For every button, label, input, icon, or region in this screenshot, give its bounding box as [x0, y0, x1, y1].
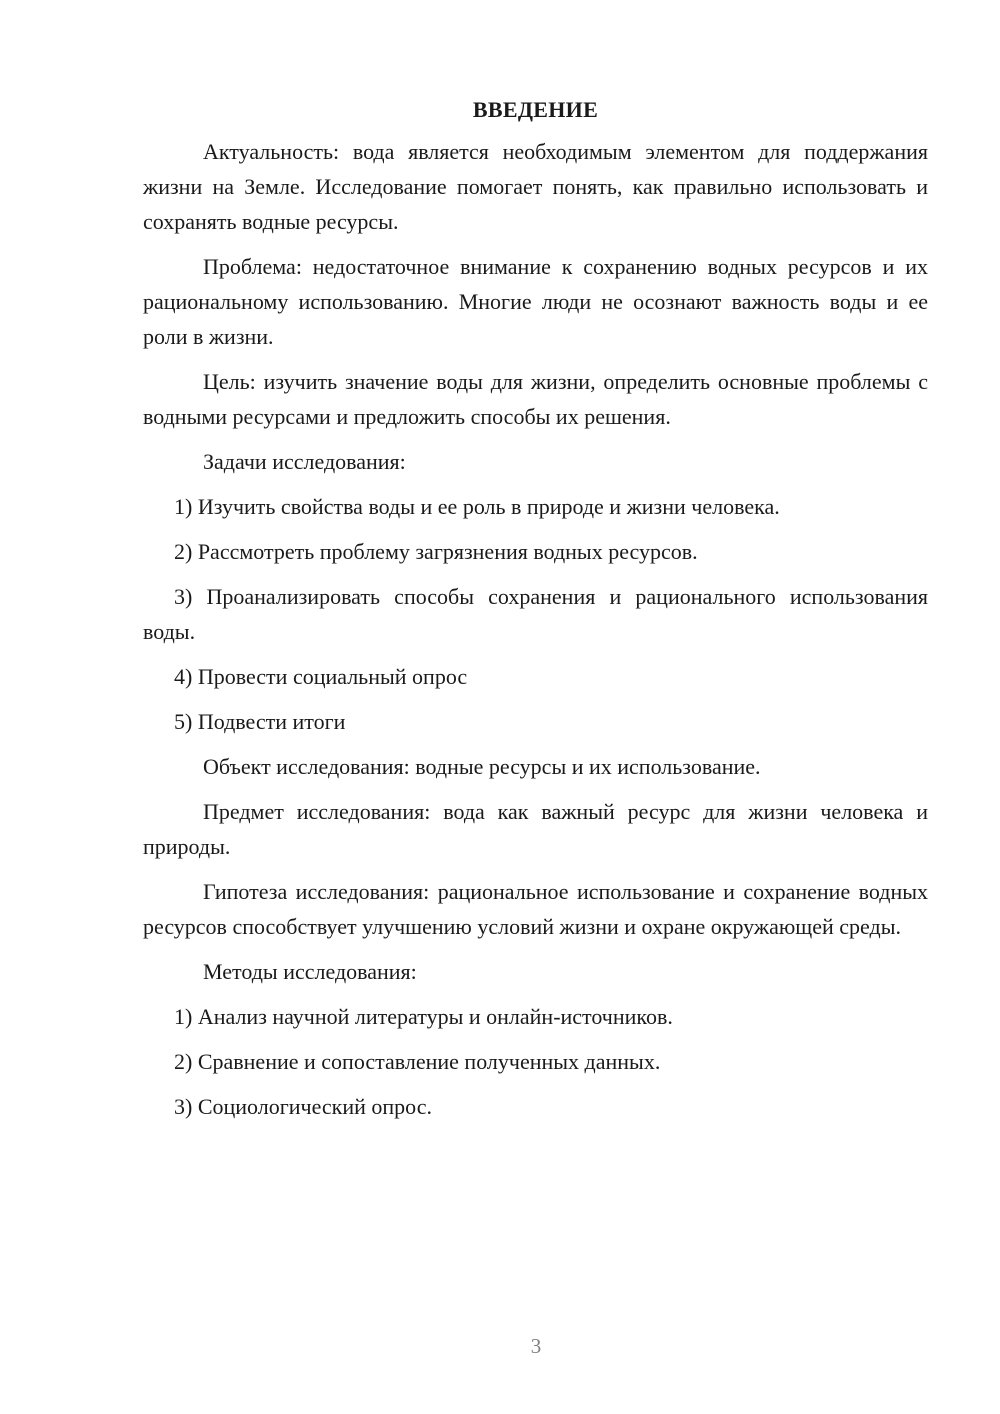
section-title: ВВЕДЕНИЕ	[472, 97, 599, 122]
tasks-heading: Задачи исследования:	[203, 449, 406, 474]
goal-paragraph: Цель: изучить значение воды для жизни, определить основные проблемы с водными ресурсами и предложить способы их решения.	[143, 369, 928, 429]
method-item-2: 2) Сравнение и сопоставление полученных данных.	[174, 1049, 661, 1074]
task-item-4: 4) Провести социальный опрос	[174, 664, 468, 689]
relevance-paragraph: Актуальность: вода является необходимым элементом для поддержания жизни на Земле. Исследование помогает понять, как правильно использовать и сохранять водные ресурсы.	[143, 139, 928, 234]
object-paragraph: Объект исследования: водные ресурсы и их использование.	[203, 754, 761, 779]
hypothesis-paragraph: Гипотеза исследования: рациональное использование и сохранение водных ресурсов способствует улучшению условий жизни и охране окружающей среды.	[143, 879, 928, 939]
task-item-2: 2) Рассмотреть проблему загрязнения водных ресурсов.	[174, 539, 698, 564]
task-item-3: 3) Проанализировать способы сохранения и рационального использования воды.	[143, 584, 928, 644]
page-number: 3	[530, 1334, 542, 1358]
method-item-1: 1) Анализ научной литературы и онлайн-источников.	[174, 1004, 673, 1029]
method-item-3: 3) Социологический опрос.	[174, 1094, 432, 1119]
task-item-1: 1) Изучить свойства воды и ее роль в природе и жизни человека.	[174, 494, 780, 519]
methods-heading: Методы исследования:	[203, 959, 417, 984]
document-page	[143, 92, 928, 1134]
problem-paragraph: Проблема: недостаточное внимание к сохранению водных ресурсов и их рациональному использованию. Многие люди не осознают важность воды и ее роли в жизни.	[143, 254, 928, 349]
subject-paragraph: Предмет исследования: вода как важный ресурс для жизни человека и природы.	[143, 799, 928, 859]
task-item-5: 5) Подвести итоги	[174, 709, 346, 734]
